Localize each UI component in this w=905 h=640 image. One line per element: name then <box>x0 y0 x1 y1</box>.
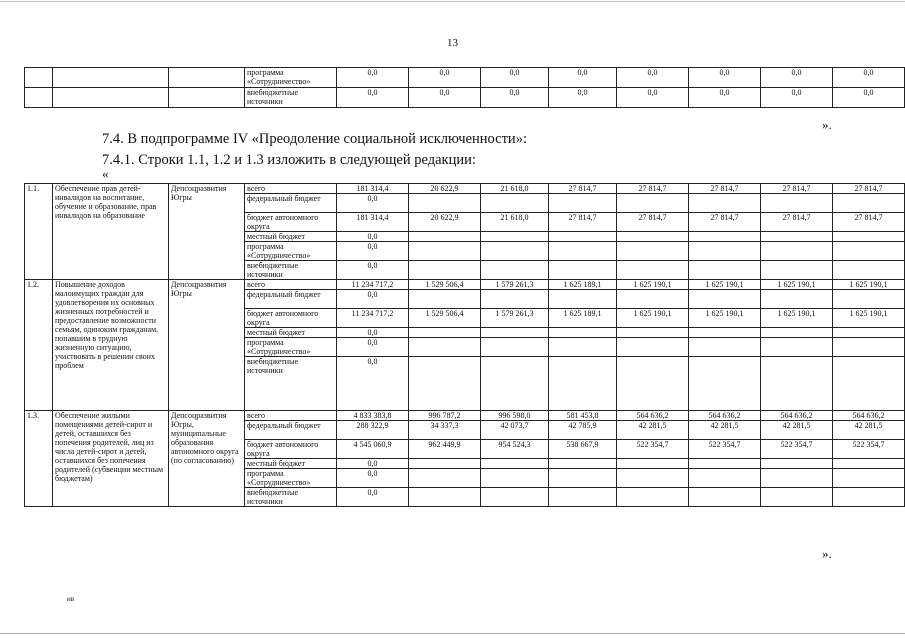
source-cell: внебюджетные источники <box>245 88 337 108</box>
value-cell <box>549 459 617 469</box>
value-cell <box>481 357 549 411</box>
footer-mark: нв <box>67 595 75 603</box>
value-cell <box>617 290 689 309</box>
value-cell: 1 625 189,1 <box>549 280 617 290</box>
value-cell <box>409 488 481 507</box>
value-cell: 27 814,7 <box>689 213 761 232</box>
value-cell <box>761 261 833 280</box>
value-cell: 0,0 <box>337 290 409 309</box>
value-cell <box>549 194 617 213</box>
value-cell: 0,0 <box>409 68 481 88</box>
value-cell <box>761 328 833 338</box>
value-cell <box>617 469 689 488</box>
value-cell: 1 625 190,1 <box>689 280 761 290</box>
value-cell <box>833 194 905 213</box>
value-cell: 1 625 190,1 <box>833 309 905 328</box>
value-cell <box>689 328 761 338</box>
value-cell: 0,0 <box>761 68 833 88</box>
value-cell: 0,0 <box>409 88 481 108</box>
source-cell: федеральный бюджет <box>245 290 337 309</box>
closing-quote-bottom: ». <box>822 546 832 561</box>
value-cell <box>833 261 905 280</box>
top-table <box>24 67 905 108</box>
value-cell <box>409 232 481 242</box>
source-cell: всего <box>245 184 337 194</box>
value-cell <box>689 488 761 507</box>
value-cell <box>617 459 689 469</box>
value-cell <box>617 232 689 242</box>
source-cell: всего <box>245 411 337 421</box>
value-cell <box>481 242 549 261</box>
value-cell <box>689 459 761 469</box>
value-cell <box>689 232 761 242</box>
value-cell <box>409 194 481 213</box>
value-cell <box>761 488 833 507</box>
value-cell <box>689 290 761 309</box>
value-cell: 0,0 <box>337 88 409 108</box>
value-cell <box>481 232 549 242</box>
value-cell <box>481 328 549 338</box>
value-cell: 0,0 <box>481 68 549 88</box>
value-cell: 522 354,7 <box>689 440 761 459</box>
source-cell: внебюджетные источники <box>245 488 337 507</box>
executor-cell <box>169 88 245 108</box>
page-number: 13 <box>447 37 458 49</box>
source-cell: бюджет автономного округа <box>245 213 337 232</box>
value-cell: 27 814,7 <box>761 213 833 232</box>
value-cell: 996 598,0 <box>481 411 549 421</box>
source-cell: внебюджетные источники <box>245 261 337 280</box>
source-cell: бюджет автономного округа <box>245 309 337 328</box>
name-cell <box>53 88 169 108</box>
value-cell <box>761 242 833 261</box>
value-cell <box>833 290 905 309</box>
executor-cell: Депсоцразвития Югры, муниципальные образования автономного округа (по согласованию) <box>169 411 245 507</box>
value-cell: 11 234 717,2 <box>337 309 409 328</box>
value-cell <box>549 357 617 411</box>
source-cell: местный бюджет <box>245 232 337 242</box>
value-cell: 962 449,9 <box>409 440 481 459</box>
source-cell: бюджет автономного округа <box>245 440 337 459</box>
value-cell: 42 281,5 <box>689 421 761 440</box>
value-cell <box>689 242 761 261</box>
scan-edge-top <box>0 1 905 2</box>
value-cell <box>409 459 481 469</box>
value-cell <box>617 328 689 338</box>
value-cell <box>481 338 549 357</box>
value-cell: 27 814,7 <box>689 184 761 194</box>
section-heading: 7.4. В подпрограмме IV «Преодоление социальной исключенности»: <box>102 131 527 147</box>
value-cell <box>617 357 689 411</box>
value-cell <box>833 338 905 357</box>
value-cell <box>689 261 761 280</box>
value-cell <box>761 194 833 213</box>
value-cell: 0,0 <box>337 357 409 411</box>
source-cell: программа «Сотрудничество» <box>245 469 337 488</box>
value-cell: 181 314,4 <box>337 213 409 232</box>
value-cell: 1 625 189,1 <box>549 309 617 328</box>
value-cell: 181 314,4 <box>337 184 409 194</box>
table-row <box>25 184 905 194</box>
value-cell: 1 625 190,1 <box>689 309 761 328</box>
value-cell: 564 636,2 <box>617 411 689 421</box>
value-cell <box>833 242 905 261</box>
value-cell: 42 281,5 <box>761 421 833 440</box>
value-cell <box>409 290 481 309</box>
value-cell: 0,0 <box>337 68 409 88</box>
value-cell <box>549 242 617 261</box>
value-cell: 4 833 383,8 <box>337 411 409 421</box>
value-cell: 27 814,7 <box>833 184 905 194</box>
source-cell: программа «Сотрудничество» <box>245 242 337 261</box>
num-cell <box>25 88 53 108</box>
value-cell: 0,0 <box>337 261 409 280</box>
source-cell: местный бюджет <box>245 328 337 338</box>
value-cell <box>549 328 617 338</box>
value-cell: 1 625 190,1 <box>617 280 689 290</box>
value-cell: 20 622,9 <box>409 184 481 194</box>
value-cell <box>481 261 549 280</box>
row-number-cell: 1.1. <box>25 184 53 280</box>
value-cell: 20 622,9 <box>409 213 481 232</box>
value-cell <box>549 488 617 507</box>
value-cell: 564 636,2 <box>761 411 833 421</box>
value-cell <box>833 328 905 338</box>
value-cell <box>689 338 761 357</box>
value-cell: 27 814,7 <box>549 184 617 194</box>
measure-name-cell: Обеспечение жилыми помещениями детей-сирот и детей, оставшихся без попечения родителей, лиц из числа детей-сирот и детей, оставшихся без попечения родителей (субвенции местным бюджетам) <box>53 411 169 507</box>
value-cell <box>617 242 689 261</box>
value-cell: 522 354,7 <box>833 440 905 459</box>
value-cell: 1 529 506,4 <box>409 309 481 328</box>
value-cell <box>833 469 905 488</box>
value-cell: 27 814,7 <box>617 213 689 232</box>
value-cell: 4 545 060,9 <box>337 440 409 459</box>
value-cell <box>409 242 481 261</box>
value-cell: 564 636,2 <box>689 411 761 421</box>
value-cell: 996 787,2 <box>409 411 481 421</box>
value-cell <box>617 488 689 507</box>
value-cell <box>549 290 617 309</box>
value-cell <box>689 194 761 213</box>
value-cell: 42 073,7 <box>481 421 549 440</box>
opening-quote: « <box>102 166 109 181</box>
value-cell <box>481 290 549 309</box>
value-cell: 522 354,7 <box>761 440 833 459</box>
value-cell: 0,0 <box>337 338 409 357</box>
value-cell: 0,0 <box>689 88 761 108</box>
row-number-cell: 1.2. <box>25 280 53 411</box>
measure-name-cell: Обеспечение прав детей-инвалидов на воспитание, обучение и образование, прав инвалидов на образование <box>53 184 169 280</box>
value-cell: 42 281,5 <box>833 421 905 440</box>
value-cell <box>689 357 761 411</box>
value-cell: 0,0 <box>337 328 409 338</box>
value-cell: 1 625 190,1 <box>761 309 833 328</box>
value-cell: 0,0 <box>549 88 617 108</box>
value-cell: 581 453,8 <box>549 411 617 421</box>
source-cell: программа «Сотрудничество» <box>245 338 337 357</box>
value-cell <box>833 232 905 242</box>
value-cell: 1 529 506,4 <box>409 280 481 290</box>
value-cell <box>549 261 617 280</box>
value-cell <box>617 338 689 357</box>
value-cell: 34 337,3 <box>409 421 481 440</box>
row-number-cell: 1.3. <box>25 411 53 507</box>
value-cell: 538 667,9 <box>549 440 617 459</box>
value-cell: 0,0 <box>549 68 617 88</box>
measure-name-cell: Повышение доходов малоимущих граждан для удовлетворения их основных жизненных потребностей и предоставление возможности семьям, одиноким гражданам, попавшим в трудную жизненную ситуацию, участвовать в решении своих проблем <box>53 280 169 411</box>
value-cell <box>761 357 833 411</box>
value-cell: 0,0 <box>337 469 409 488</box>
value-cell: 0,0 <box>337 232 409 242</box>
value-cell: 1 625 190,1 <box>833 280 905 290</box>
value-cell <box>761 459 833 469</box>
source-cell: всего <box>245 280 337 290</box>
value-cell <box>481 488 549 507</box>
value-cell: 564 636,2 <box>833 411 905 421</box>
value-cell <box>409 469 481 488</box>
scan-edge-bottom <box>0 633 905 634</box>
value-cell: 42 785,9 <box>549 421 617 440</box>
value-cell: 1 625 190,1 <box>617 309 689 328</box>
value-cell <box>409 357 481 411</box>
value-cell: 288 322,9 <box>337 421 409 440</box>
value-cell <box>761 232 833 242</box>
value-cell <box>481 459 549 469</box>
value-cell <box>617 194 689 213</box>
value-cell <box>481 469 549 488</box>
value-cell <box>617 261 689 280</box>
source-cell: федеральный бюджет <box>245 194 337 213</box>
value-cell: 27 814,7 <box>549 213 617 232</box>
value-cell: 0,0 <box>617 68 689 88</box>
value-cell <box>833 357 905 411</box>
name-cell <box>53 68 169 88</box>
executor-cell <box>169 68 245 88</box>
value-cell <box>549 469 617 488</box>
value-cell <box>481 194 549 213</box>
value-cell: 954 524,3 <box>481 440 549 459</box>
value-cell: 0,0 <box>833 68 905 88</box>
value-cell <box>833 488 905 507</box>
value-cell <box>409 328 481 338</box>
value-cell: 522 354,7 <box>617 440 689 459</box>
value-cell: 0,0 <box>337 242 409 261</box>
value-cell: 0,0 <box>833 88 905 108</box>
value-cell: 0,0 <box>761 88 833 108</box>
value-cell: 0,0 <box>481 88 549 108</box>
value-cell <box>761 469 833 488</box>
table-row <box>25 280 905 290</box>
value-cell: 27 814,7 <box>833 213 905 232</box>
value-cell: 27 814,7 <box>617 184 689 194</box>
value-cell: 21 618,0 <box>481 184 549 194</box>
value-cell: 1 625 190,1 <box>761 280 833 290</box>
executor-cell: Депсоцразвития Югры <box>169 184 245 280</box>
value-cell <box>761 290 833 309</box>
value-cell <box>833 459 905 469</box>
value-cell: 0,0 <box>617 88 689 108</box>
value-cell <box>761 338 833 357</box>
value-cell: 21 618,0 <box>481 213 549 232</box>
program-table <box>24 183 905 507</box>
value-cell <box>549 338 617 357</box>
table-row <box>25 88 905 108</box>
source-cell: программа «Сотрудничество» <box>245 68 337 88</box>
value-cell: 42 281,5 <box>617 421 689 440</box>
executor-cell: Депсоцразвития Югры <box>169 280 245 411</box>
table-row <box>25 68 905 88</box>
num-cell <box>25 68 53 88</box>
value-cell: 0,0 <box>337 488 409 507</box>
closing-quote-top: ». <box>822 117 832 132</box>
value-cell: 1 579 261,3 <box>481 309 549 328</box>
value-cell <box>689 469 761 488</box>
value-cell: 0,0 <box>689 68 761 88</box>
value-cell: 0,0 <box>337 459 409 469</box>
value-cell <box>409 261 481 280</box>
value-cell: 11 234 717,2 <box>337 280 409 290</box>
value-cell <box>409 338 481 357</box>
value-cell: 0,0 <box>337 194 409 213</box>
value-cell: 27 814,7 <box>761 184 833 194</box>
value-cell <box>549 232 617 242</box>
table-row <box>25 411 905 421</box>
subsection-heading: 7.4.1. Строки 1.1, 1.2 и 1.3 изложить в следующей редакции: <box>102 152 476 168</box>
source-cell: внебюджетные источники <box>245 357 337 411</box>
source-cell: местный бюджет <box>245 459 337 469</box>
source-cell: федеральный бюджет <box>245 421 337 440</box>
value-cell: 1 579 261,3 <box>481 280 549 290</box>
